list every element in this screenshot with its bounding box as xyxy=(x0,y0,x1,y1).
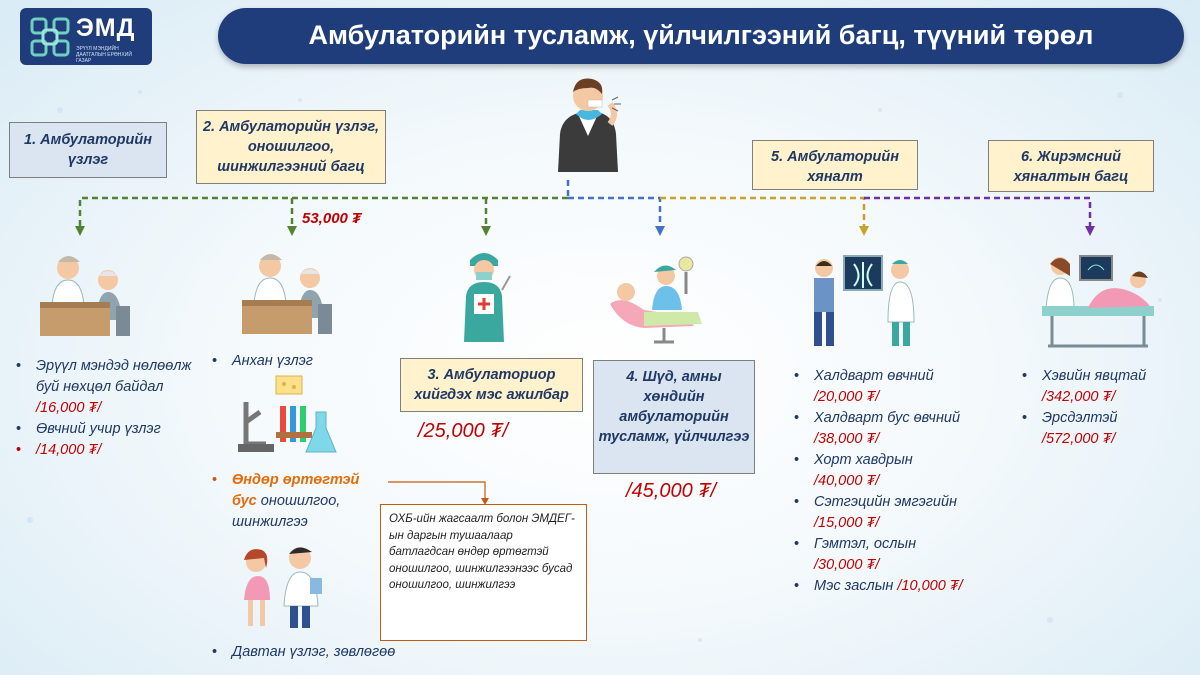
girl-doctor-icon xyxy=(236,540,332,632)
dentist-icon xyxy=(604,254,716,346)
heading-6 xyxy=(988,140,1154,192)
col1-item xyxy=(14,356,194,419)
col5-item-price: /38,000 ₮/ xyxy=(814,431,880,447)
col5-item xyxy=(792,450,1002,492)
col2-item3-label: Давтан үзлэг, зөвлөгөө xyxy=(232,644,396,660)
col1-item1-price: /16,000 ₮/ xyxy=(36,400,102,416)
col6-item-price: /342,000 ₮/ xyxy=(1042,389,1116,405)
heading-4 xyxy=(593,360,755,474)
ultrasound-icon xyxy=(1040,250,1160,356)
col5-item-label: Гэмтэл, ослын xyxy=(814,536,917,552)
col5-item-price: /40,000 ₮/ xyxy=(814,473,880,489)
col6-item xyxy=(1020,366,1190,408)
doctor-desk-icon xyxy=(238,244,338,340)
col2-item xyxy=(210,470,380,533)
page-title: Амбулаторийн тусламж, үйлчилгээний багц, түүний төрөл xyxy=(308,20,1094,50)
col2-item xyxy=(210,642,450,663)
col5-item-label: Халдварт бус өвчний xyxy=(814,410,961,426)
col5-item-label: Хорт хавдрын xyxy=(814,452,913,468)
lab-equipment-icon xyxy=(232,372,340,462)
heading-2 xyxy=(196,110,386,184)
col5-item-label: Мэс заслын xyxy=(814,578,898,594)
heading-1-text: 1. Амбулаторийн үзлэг xyxy=(24,132,152,168)
note-box: ОХБ-ийн жагсаалт болон ЭМДЕГ-ын даргын тушаалаар батлагдсан өндөр өртөгтэй оношилгоо, шинжилгээнээс бусад оношилгоо, шинжилгээ xyxy=(380,504,587,641)
col6-item-label: Хэвийн явцтай xyxy=(1042,368,1147,384)
col5-item-price: /20,000 ₮/ xyxy=(814,389,880,405)
col5-item-price: /15,000 ₮/ xyxy=(814,515,880,531)
col5-item xyxy=(792,492,1002,534)
col1-list xyxy=(14,356,194,461)
col2-list-mid xyxy=(210,470,380,533)
heading-5-text: 5. Амбулаторийн хяналт xyxy=(771,149,899,185)
heading-4-price: /45,000 ₮/ xyxy=(626,480,717,502)
heading-3 xyxy=(400,358,583,412)
col5-item-price: /10,000 ₮/ xyxy=(897,578,963,594)
col2-list-bottom xyxy=(210,642,450,663)
col1-item2-label: Өвчний учир үзлэг xyxy=(36,421,161,437)
col1-item2-price: /14,000 ₮/ xyxy=(36,442,102,458)
xray-doctor-icon xyxy=(804,252,924,348)
heading-6-text: 6. Жирэмсний хяналтын багц xyxy=(1013,149,1129,185)
heading-3-text: 3. Амбулаториор хийгдэх мэс ажилбар xyxy=(414,367,569,403)
col2-item1-label: Анхан үзлэг xyxy=(232,353,313,369)
col5-item-label: Халдварт өвчний xyxy=(814,368,934,384)
heading-5 xyxy=(752,140,918,190)
surgeon-icon xyxy=(454,246,514,346)
col6-item-price: /572,000 ₮/ xyxy=(1042,431,1116,447)
col5-item-price: /30,000 ₮/ xyxy=(814,557,880,573)
col5-item xyxy=(792,366,1002,408)
col6-list xyxy=(1020,366,1190,450)
col2-item2-rest: оношилгоо, шинжилгээ xyxy=(232,493,341,530)
col5-item xyxy=(792,534,1002,576)
col2-list-top xyxy=(210,351,380,372)
logo-subtitle: ЭРҮҮЛ МЭНДИЙН ДААТГАЛЫН ЕРӨНХИЙ ГАЗАР xyxy=(76,46,132,64)
heading-1 xyxy=(9,122,167,178)
col1-item xyxy=(14,440,194,461)
doctor-desk-icon xyxy=(36,246,136,342)
col2-item xyxy=(210,351,380,372)
heading-3-price: /25,000 ₮/ xyxy=(418,420,509,442)
col1-item xyxy=(14,419,194,440)
col2-item2-highlight: Өндөр өртөгтэй бус xyxy=(232,472,360,509)
col1-item1-label: Эрүүл мэндэд нөлөөлж буй нөхцөл байдал xyxy=(36,358,192,395)
col5-item-label: Сэтгэцийн эмгэгийн xyxy=(814,494,957,510)
col5-item xyxy=(792,576,1002,597)
col5-item xyxy=(792,408,1002,450)
heading-4-text: 4. Шүд, амны хөндийн амбулаторийн тусламж, үйлчилгээ xyxy=(598,369,750,445)
heading-2-price: 53,000 ₮ xyxy=(302,210,362,227)
col5-list xyxy=(792,366,1002,597)
col6-item-label: Эрсдэлтэй xyxy=(1042,410,1118,426)
col6-item xyxy=(1020,408,1190,450)
heading-2-text: 2. Амбулаторийн үзлэг, оношилгоо, шинжилгээний багц xyxy=(202,119,380,175)
logo-name: ЭМД xyxy=(76,14,136,42)
